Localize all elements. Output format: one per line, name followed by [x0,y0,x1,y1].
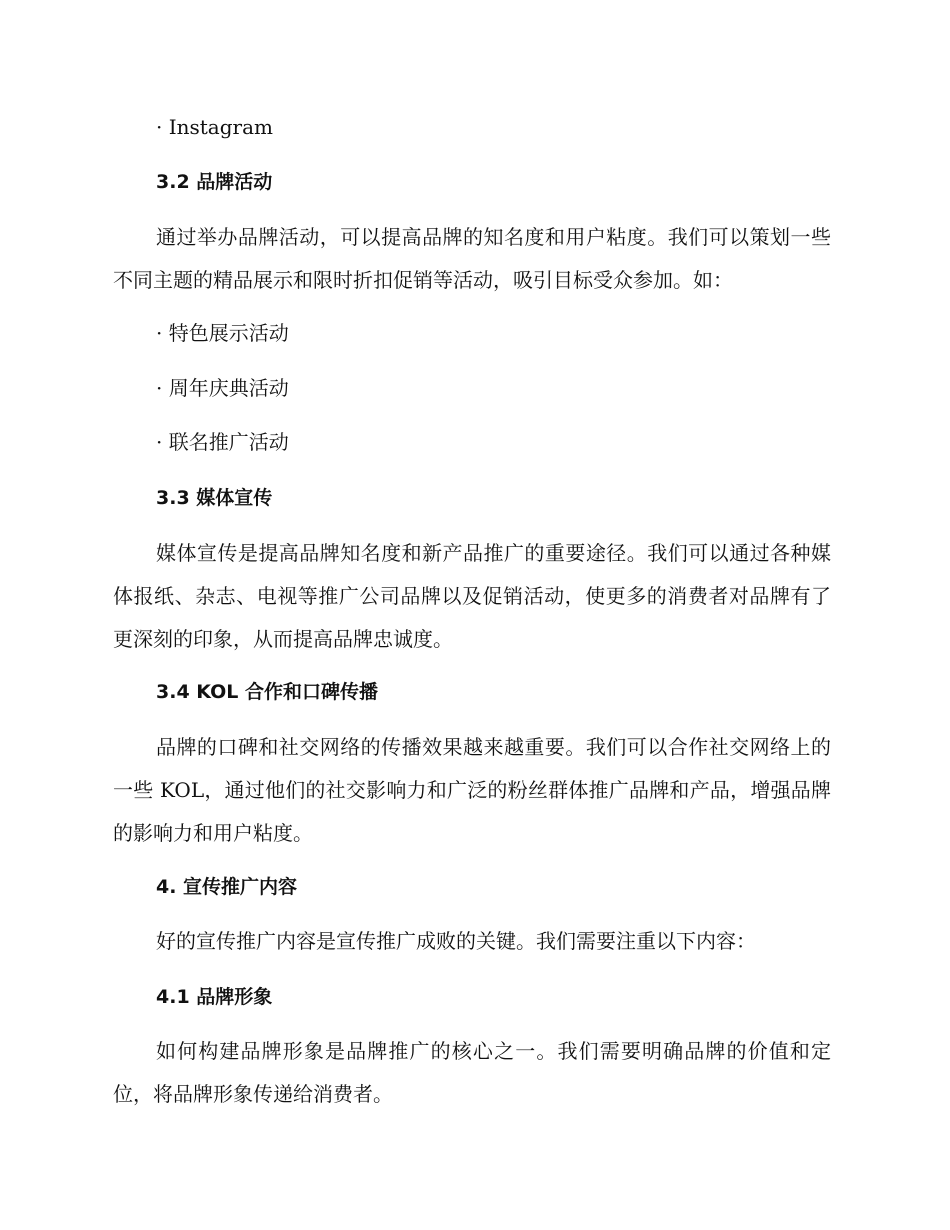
heading-3-4: 3.4 KOL 合作和口碑传播 [156,681,379,703]
paragraph-3-4: 品牌的口碑和社交网络的传播效果越来越重要。我们可以合作社交网络上的一些 KOL，通过他们的社交影响力和广泛的粉丝群体推广品牌和产品，增强品牌的影响力和用户粘度。 [113,735,831,845]
paragraph-4-1: 如何构建品牌形象是品牌推广的核心之一。我们需要明确品牌的价值和定位，将品牌形象传递给消费者。 [113,1039,831,1106]
heading-3-2: 3.2 品牌活动 [156,171,273,193]
heading-4: 4. 宣传推广内容 [156,876,298,898]
bullet-feature-display: · 特色展示活动 [156,321,289,345]
heading-4-1: 4.1 品牌形象 [156,986,273,1008]
bullet-instagram: · Instagram [156,115,273,139]
paragraph-3-2: 通过举办品牌活动，可以提高品牌的知名度和用户粘度。我们可以策划一些不同主题的精品展示和限时折扣促销等活动，吸引目标受众参加。如： [113,225,831,292]
paragraph-3-3: 媒体宣传是提高品牌知名度和新产品推广的重要途径。我们可以通过各种媒体报纸、杂志、电视等推广公司品牌以及促销活动，使更多的消费者对品牌有了更深刻的印象，从而提高品牌忠诚度。 [113,541,831,651]
heading-3-3: 3.3 媒体宣传 [156,487,273,509]
bullet-anniversary: · 周年庆典活动 [156,376,289,400]
paragraph-4: 好的宣传推广内容是宣传推广成败的关键。我们需要注重以下内容： [156,929,756,953]
bullet-co-branding: · 联名推广活动 [156,430,289,454]
